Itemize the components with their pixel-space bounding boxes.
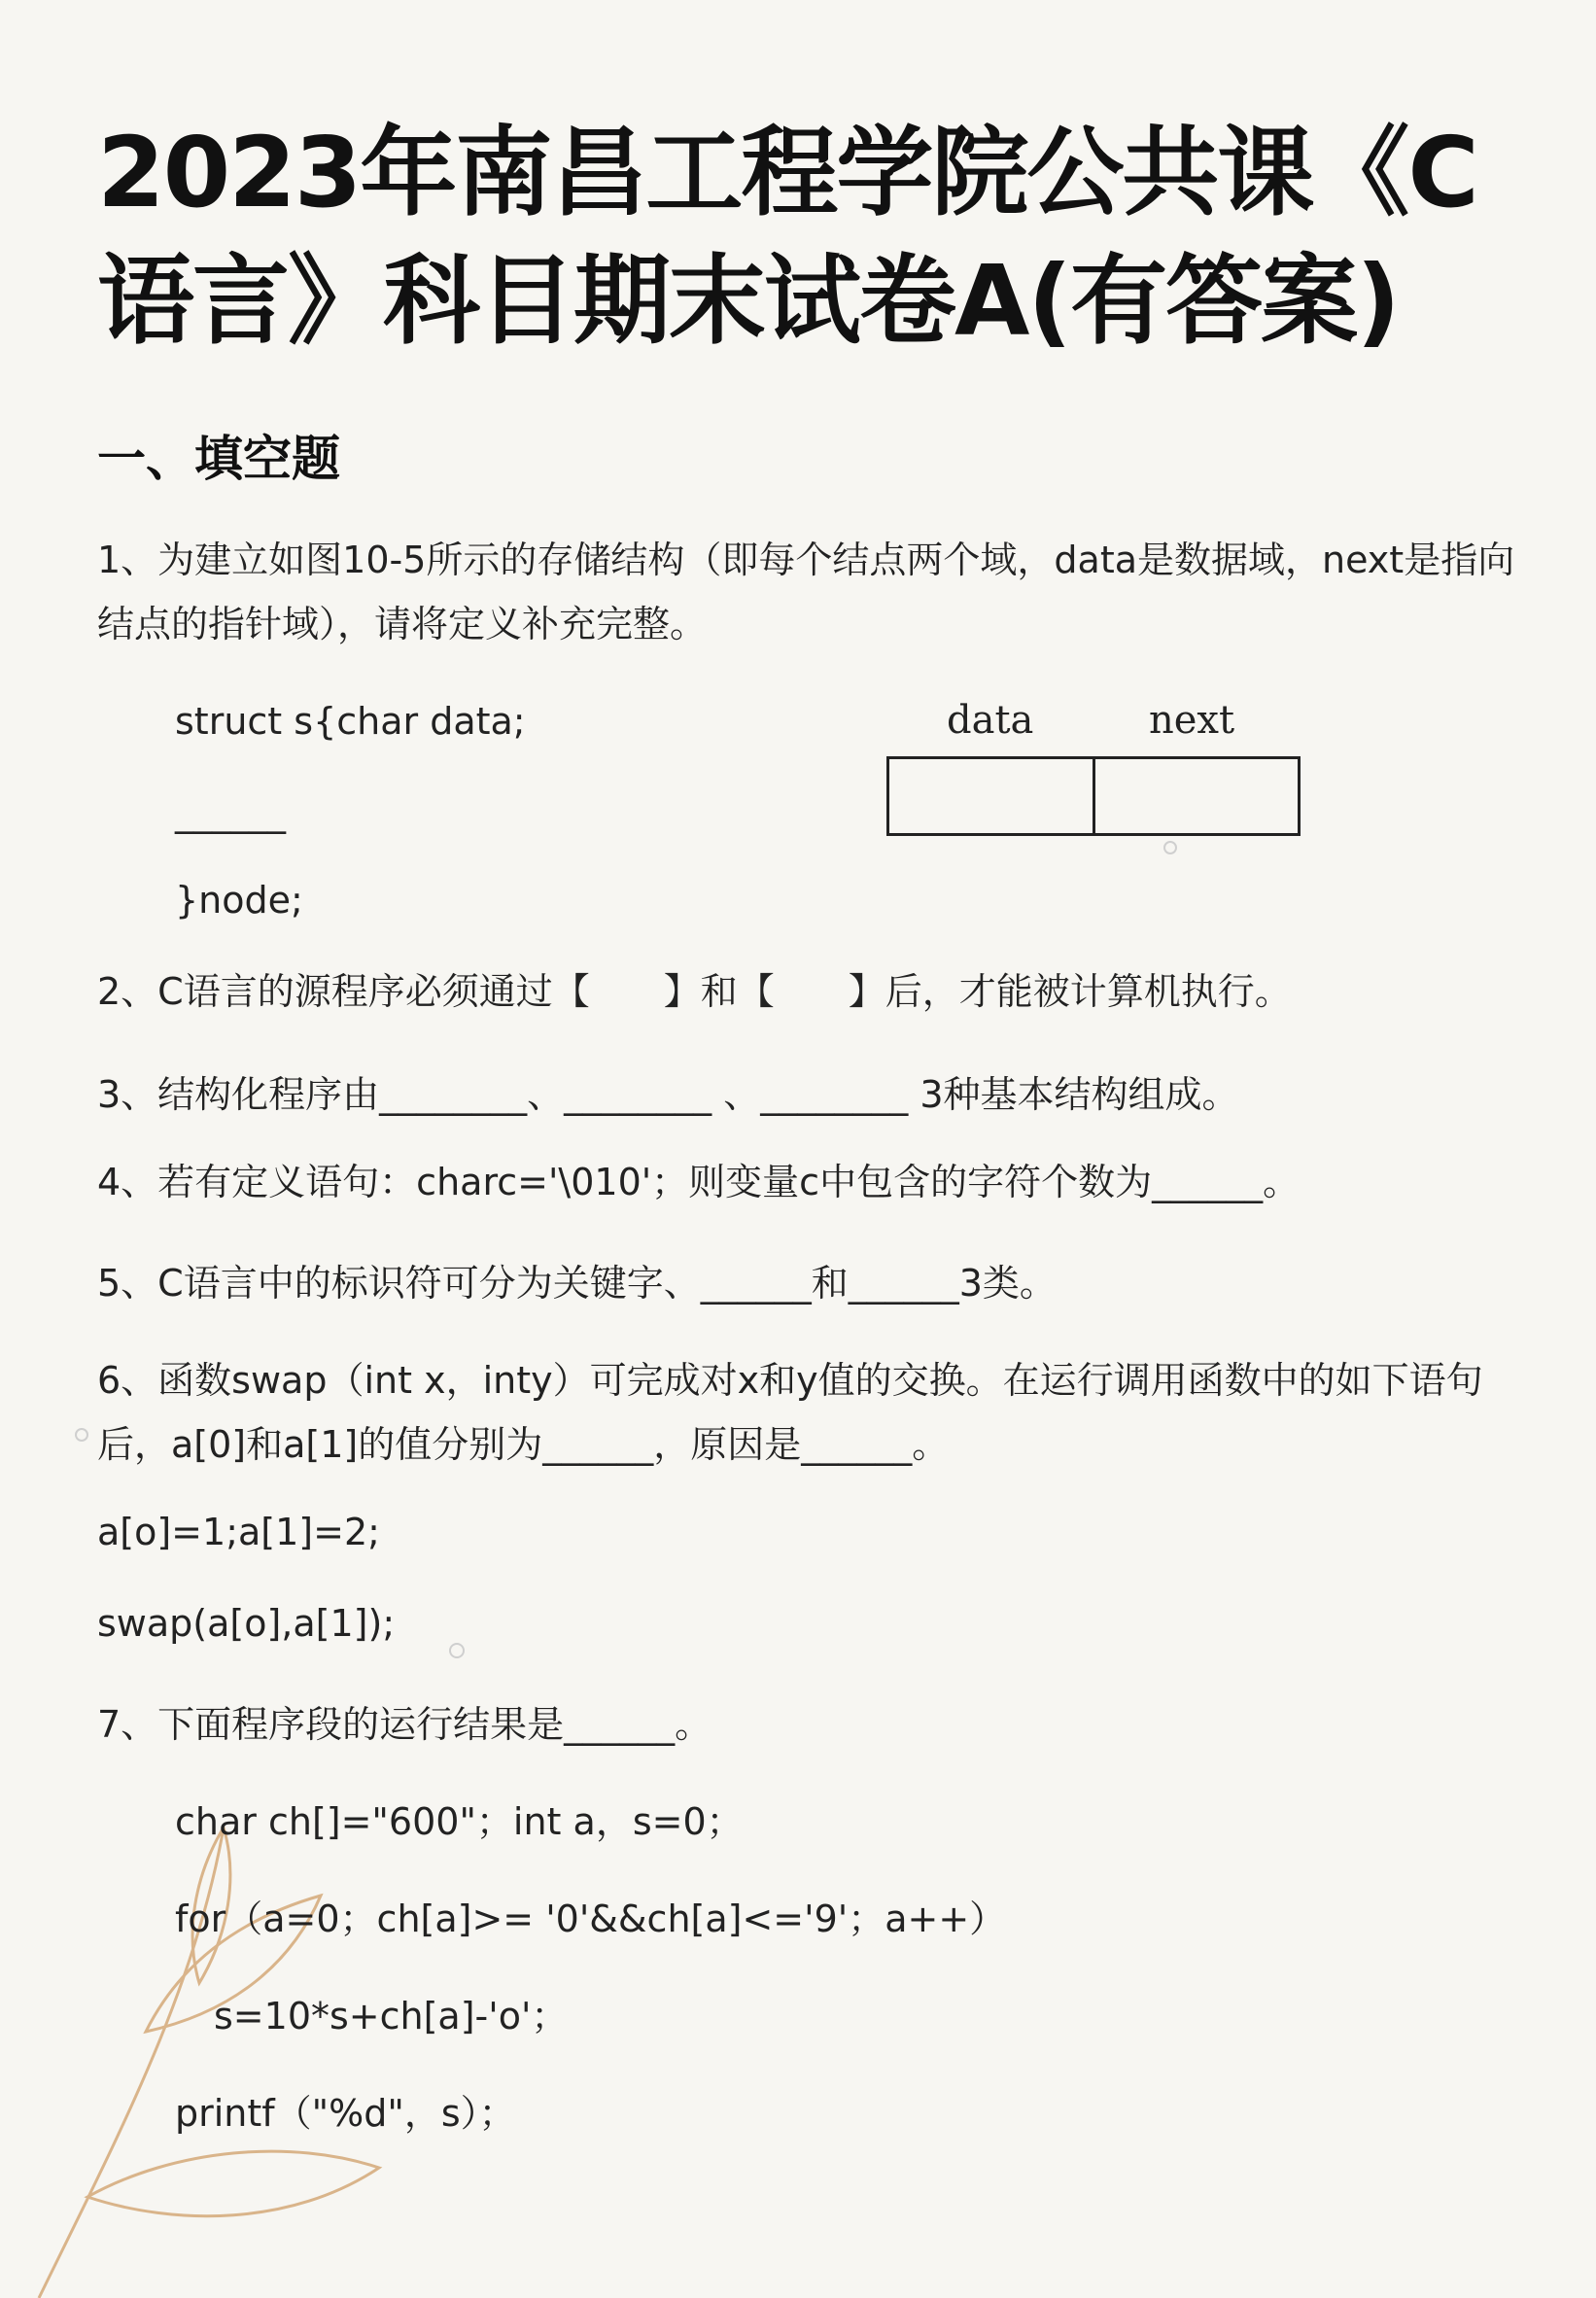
node-box [886, 756, 1301, 836]
question-6-text: 6、函数swap（int x，inty）可完成对x和y值的交换。在运行调用函数中的如下语句后，a[0]和a[1]的值分别为______，原因是______。 [97, 1359, 1483, 1466]
question-1-code-line-1: struct s{char data; [175, 700, 526, 743]
question-1-code-line-3: }node; [175, 879, 303, 922]
diagram-label-next: next [1149, 698, 1235, 743]
question-6-code-line-2: swap(a[o],a[1]); [97, 1602, 396, 1645]
question-7-code-line-1: char ch[]="600"；int a，s=0； [175, 1800, 744, 1843]
question-5-text: 5、C语言中的标识符可分为关键字、______和______3类。 [97, 1262, 1057, 1305]
next-field-cell [1093, 759, 1299, 833]
question-7-code-line-4: printf（"%d"，s）； [175, 2092, 516, 2135]
data-field-cell [889, 759, 1093, 833]
section-heading-fill-in-blank: 一、填空题 [97, 431, 340, 487]
question-2-text: 2、C语言的源程序必须通过【 】和【 】后，才能被计算机执行。 [97, 970, 1292, 1013]
question-7-code-line-2: for（a=0；ch[a]>= '0'&&ch[a]<='9'；a++） [175, 1898, 1007, 1940]
diagram-label-data: data [947, 698, 1034, 743]
question-3-text: 3、结构化程序由________、________ 、________ 3种基本结构组成。 [97, 1073, 1239, 1116]
question-7-code-line-3: s=10*s+ch[a]-'o'； [214, 1995, 569, 2037]
question-6-code-line-1: a[o]=1;a[1]=2; [97, 1511, 380, 1553]
question-1-text: 1、为建立如图10-5所示的存储结构（即每个结点两个域，data是数据域，next是指向结点的指针域），请将定义补充完整。 [97, 539, 1515, 645]
page-title: 2023年南昌工程学院公共课《C语言》科目期末试卷A(有答案) [97, 116, 1477, 358]
linked-node-diagram [886, 698, 1301, 834]
question-1-code-line-2: ______ [175, 791, 286, 834]
question-4-text: 4、若有定义语句：charc='\010'；则变量c中包含的字符个数为______。 [97, 1161, 1301, 1203]
question-7-text: 7、下面程序段的运行结果是______。 [97, 1703, 712, 1746]
